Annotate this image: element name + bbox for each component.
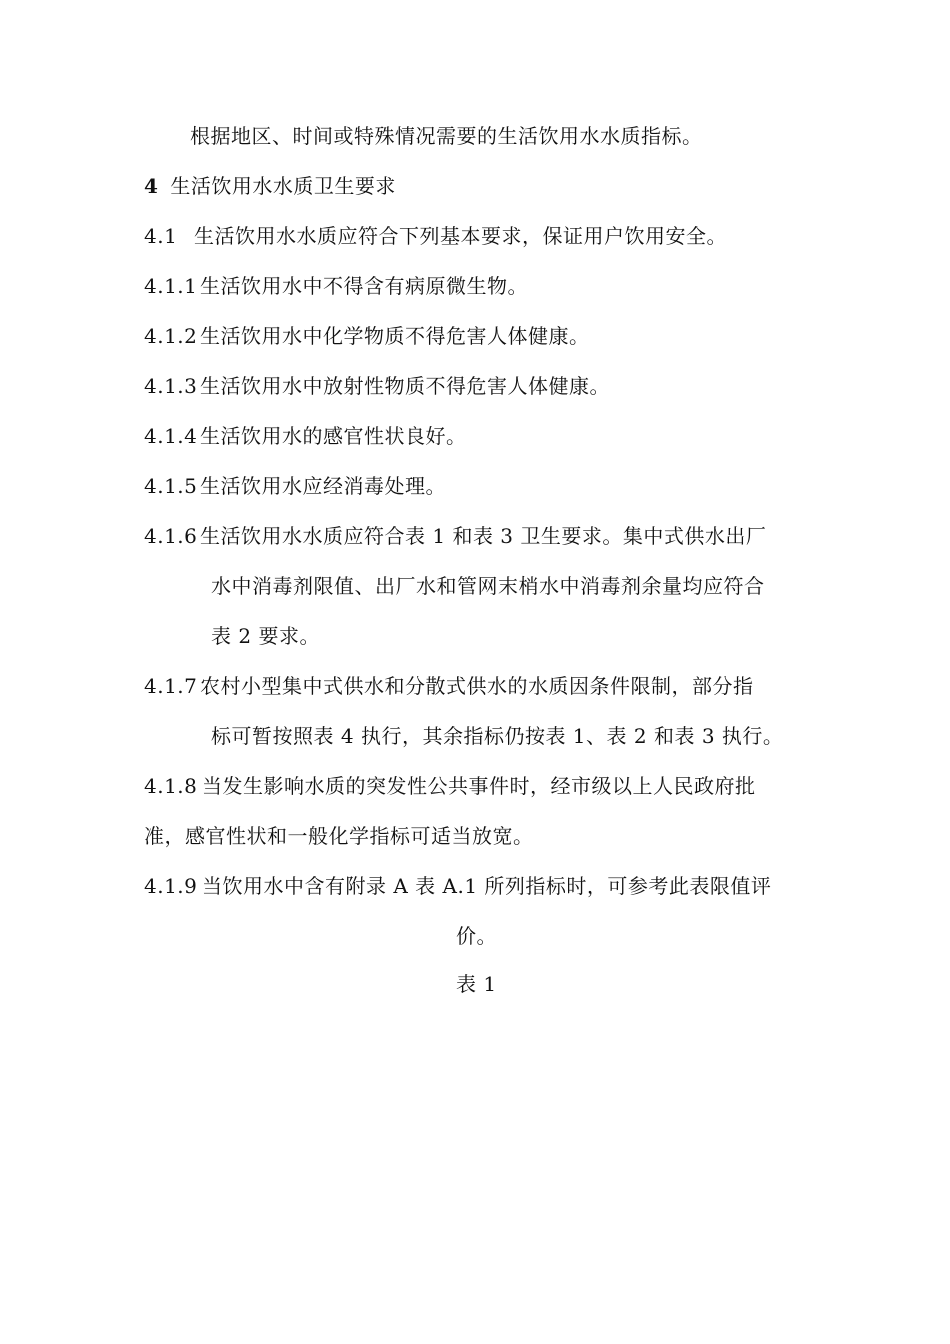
clause-continuation xyxy=(211,722,783,750)
clause-text: 当发生影响水质的突发性公共事件时，经市级以上人民政府批 xyxy=(202,774,756,798)
table-caption xyxy=(456,970,497,998)
section-number: 4 xyxy=(144,174,159,198)
clause-4-1 xyxy=(144,222,727,250)
line-text: 标可暂按照表 4 执行，其余指标仍按表 1、表 2 和表 3 执行。 xyxy=(211,724,784,748)
clause-continuation xyxy=(456,922,497,950)
section-title: 生活饮用水水质卫生要求 xyxy=(170,174,396,198)
clause-continuation xyxy=(211,572,765,600)
clause-text: 当饮用水中含有附录 A 表 A.1 所列指标时，可参考此表限值评 xyxy=(202,874,772,898)
clause-number: 4.1.5 xyxy=(144,474,198,498)
clause-number: 4.1.7 xyxy=(144,674,198,698)
clause-number: 4.1 xyxy=(144,224,178,248)
clause-text: 生活饮用水水质应符合表 1 和表 3 卫生要求。集中式供水出厂 xyxy=(200,524,767,548)
clause-text: 生活饮用水中放射性物质不得危害人体健康。 xyxy=(200,374,610,398)
clause-number: 4.1.9 xyxy=(144,874,198,898)
clause-continuation xyxy=(211,622,320,650)
clause-text: 生活饮用水水质应符合下列基本要求，保证用户饮用安全。 xyxy=(194,224,727,248)
paragraph-line xyxy=(190,122,703,150)
line-text: 根据地区、时间或特殊情况需要的生活饮用水水质指标。 xyxy=(190,124,703,148)
clause-text: 生活饮用水的感官性状良好。 xyxy=(200,424,467,448)
line-text: 价。 xyxy=(456,924,497,948)
clause-4-1-3 xyxy=(144,372,610,400)
clause-text: 生活饮用水中不得含有病原微生物。 xyxy=(200,274,528,298)
table-caption-text: 表 1 xyxy=(456,972,497,996)
clause-4-1-9 xyxy=(144,872,771,900)
clause-number: 4.1.3 xyxy=(144,374,198,398)
line-text: 水中消毒剂限值、出厂水和管网末梢水中消毒剂余量均应符合 xyxy=(211,574,765,598)
clause-4-1-4 xyxy=(144,422,467,450)
clause-4-1-1 xyxy=(144,272,528,300)
section-heading xyxy=(144,172,396,200)
clause-text: 农村小型集中式供水和分散式供水的水质因条件限制，部分指 xyxy=(200,674,754,698)
clause-4-1-6 xyxy=(144,522,766,550)
line-text: 准，感官性状和一般化学指标可适当放宽。 xyxy=(144,824,534,848)
line-text: 表 2 要求。 xyxy=(211,624,320,648)
clause-number: 4.1.4 xyxy=(144,424,198,448)
clause-4-1-5 xyxy=(144,472,446,500)
clause-continuation xyxy=(144,822,534,850)
clause-4-1-2 xyxy=(144,322,590,350)
clause-number: 4.1.1 xyxy=(144,274,198,298)
clause-text: 生活饮用水应经消毒处理。 xyxy=(200,474,446,498)
clause-number: 4.1.2 xyxy=(144,324,198,348)
clause-4-1-7 xyxy=(144,672,754,700)
clause-number: 4.1.8 xyxy=(144,774,198,798)
clause-4-1-8 xyxy=(144,772,756,800)
clause-number: 4.1.6 xyxy=(144,524,198,548)
clause-text: 生活饮用水中化学物质不得危害人体健康。 xyxy=(200,324,590,348)
